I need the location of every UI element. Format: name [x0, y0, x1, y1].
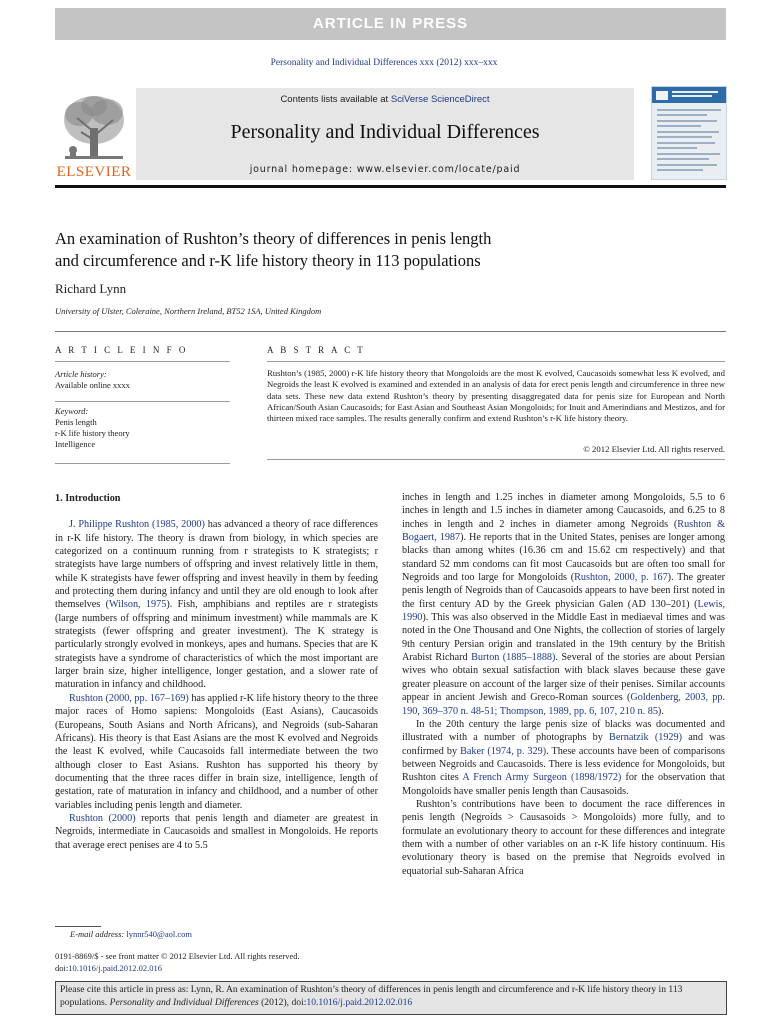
- body-column-right: [402, 491, 725, 878]
- reference-link[interactable]: A French Army Surgeon (1898/1972): [462, 772, 622, 784]
- journal-header: [136, 88, 634, 180]
- paper-title: [55, 228, 675, 272]
- body-paragraph: [55, 518, 378, 691]
- body-text: ).: [657, 705, 664, 717]
- divider: [267, 459, 725, 460]
- contents-line: Contents lists available at SciVerse ScienceDirect: [280, 94, 490, 105]
- section-heading: 1. Introduction: [55, 493, 121, 504]
- body-text: Rushton’s contributions have been to document the race differences in penis length (Negroids > Causasoids > Mongoloids) more fully, and to formulate an evolutionary theory to account for these differences and integrate them with a number of other variables on an r-K life history continuum. His evolutionary theory is based on the premise that Negroids evolved in equatorial sub-Saharan Africa: [402, 798, 725, 877]
- body-text: ). He reports that in the United States, penises are longer among blacks than among whites (16.36 cm and 15.62 cm respectively) and that standard 52 mm condoms can fit most Caucasoids but are often too small for Negroids and too large for Mongoloids (: [402, 532, 726, 584]
- article-history: [55, 369, 230, 390]
- body-text: has advanced a theory of race differences in r-K life history. The theory is drawn from biology, in which species are categorized on a continuum running from r strategists to K strategists; r strategists have large numbers of offspring and invest relatively little in them, while K strategists have fewer offspring and invest heavily in them by feeding and protecting them during infancy and until they are old enough to look after themselves (: [55, 519, 378, 611]
- keyword-item: r-K life history theory: [55, 428, 130, 438]
- reference-link[interactable]: Lewis, 1990: [402, 598, 725, 624]
- journal-citation-link[interactable]: Personality and Individual Differences xxx (2012) xxx–xxx: [270, 58, 498, 68]
- body-text: for the observation that Mongoloids have smaller penis length than Causasoids.: [402, 772, 725, 797]
- body-text: reports that penis length and diameter are greatest in Negroids, intermediate in Caucasoids and smallest in Mongoloids. He reports that average erect penises are 4 to 5.5: [55, 812, 378, 851]
- elsevier-wordmark: ELSEVIER: [56, 164, 132, 180]
- divider: [55, 401, 230, 402]
- history-value: Available online xxxx: [55, 379, 130, 390]
- reference-link[interactable]: Rushton & Bogaert, 1987: [402, 518, 725, 544]
- body-text: . These accounts have been of comparisons between Negroids and Caucasoids. There is less evidence for Mongoloids, but Rushton cites: [402, 745, 725, 784]
- divider: [55, 331, 726, 332]
- body-paragraph: [402, 718, 725, 798]
- abstract-heading: A B S T R A C T: [267, 345, 366, 355]
- divider: [55, 361, 230, 362]
- issn-doi: 0191-8869/$ - see front matter © 2012 Elsevier Ltd. All rights reserved. doi:10.1016/j.paid.2012.02.016: [55, 951, 300, 973]
- article-in-press-banner: ARTICLE IN PRESS: [55, 8, 726, 40]
- reference-link[interactable]: Burton (1885–1888): [471, 652, 556, 664]
- footnote-rule: [55, 926, 101, 927]
- body-text: In the 20th century the large penis size of blacks was documented and illustrated with a number of photographs by: [402, 718, 725, 744]
- reference-link[interactable]: Rushton (2000, pp. 167–169): [69, 692, 189, 704]
- body-text: ). Fish, amphibians and reptiles are r strategists (large numbers of offspring and minimum investment) while mammals are K strategists (fewer offspring and greater investment). The K strategy is particularly strongly evolved in monkeys, apes and humans. Species that are K strategists have a syndrome of characteristics of which the most important are larger brain size, higher intelligence, longer gestation, and a slower rate of maturation in infancy and childhood.: [55, 599, 378, 691]
- doi-link[interactable]: 10.1016/j.paid.2012.02.016: [68, 962, 162, 973]
- issn-text: 0191-8869/$ - see front matter © 2012 Elsevier Ltd. All rights reserved.: [55, 951, 300, 961]
- body-text: has applied r-K life history theory to the three major races of Homo sapiens: Mongoloids (East Asians), Caucasoids (Europeans, South Asians and North Africans), and Negroids (sub-Saharan Africans). His theory is that East Asians are the most K evolved and Negroids the least K evolved, while Caucasoids fall intermediate between the two although closer to East Asians. Rushton has supported his theory by documenting that the three races differ in brain size, intelligence, length of gestation, rate of maturation in infancy and childhood, and a number of other variables including penis length and diameter.: [55, 692, 378, 811]
- author-affiliation: University of Ulster, Coleraine, Northern Ireland, BT52 1SA, United Kingdom: [55, 306, 322, 316]
- reference-link[interactable]: Wilson, 1975: [109, 599, 167, 611]
- footnote-email: E-mail address: lynnr540@aol.com: [70, 929, 193, 939]
- reference-link[interactable]: Baker (1974, p. 329): [460, 745, 547, 757]
- reference-link[interactable]: J. Philippe Rushton (1985, 2000): [69, 519, 205, 531]
- cite-journal: Personality and Individual Differences: [109, 997, 259, 1008]
- keyword-item: Intelligence: [55, 439, 96, 449]
- body-text: and was confirmed by: [402, 732, 725, 757]
- body-paragraph: [402, 491, 725, 718]
- body-text: . Several of the stories are about Persian wives who obtain sexual satisfaction with black slaves because these gave greater pleasure on account of the larger size of their penises. Similar accounts appear in ancient Jewish and Greco-Roman sources (: [402, 652, 725, 704]
- body-column-left: [55, 492, 378, 852]
- keyword-item: Penis length: [55, 417, 97, 427]
- body-paragraph: [55, 692, 378, 812]
- body-text: ). This was also observed in the Middle East in mediaeval times and was noted in the One Thousand and One Nights, the collection of stories of largely 9th century Persian origin and translated in the 19th century by the British Arabist Richard: [402, 612, 725, 664]
- divider: [267, 361, 725, 362]
- history-label: Article history:: [55, 369, 107, 379]
- keyword-label: Keyword:: [55, 406, 89, 416]
- body-text: inches in length and 1.25 inches in diameter among Mongoloids, 5.5 to 6 inches in length and 1.5 inches in diameter among Caucasoids, and 6.25 to 8 inches in length and 2 inches in diameter among Negroids (: [402, 492, 725, 530]
- title-line: An examination of Rushton’s theory of differences in penis length: [55, 229, 492, 248]
- journal-name: Personality and Individual Differences: [230, 121, 540, 143]
- email-link[interactable]: lynnr540@aol.com: [126, 929, 193, 939]
- citation-box: Please cite this article in press as: Lynn, R. An examination of Rushton’s theory of differences in penis length and circumference and r-K life history theory in 113 populations. Personality and Individual Differences (2012), doi:10.1016/j.paid.2012.02.016: [55, 981, 727, 1015]
- reference-link[interactable]: Bernatzik (1929): [609, 732, 683, 744]
- keywords: [55, 406, 230, 450]
- journal-homepage: journal homepage: www.elsevier.com/locate/paid: [249, 164, 521, 175]
- body-text: ). The greater penis length of Negroids than of Caucasoids appears to have been first noted in the first century AD by the Greek physician Galen (AD 130–201) (: [402, 572, 725, 610]
- body-paragraph: [402, 798, 725, 878]
- reference-link[interactable]: Goldenberg, 2003, pp. 190, 369–370 n. 48-51; Thompson, 1989, pp. 6, 107, 210 n. 85: [402, 692, 725, 717]
- article-info-heading: A R T I C L E I N F O: [55, 345, 188, 355]
- abstract-copyright: © 2012 Elsevier Ltd. All rights reserved.: [583, 444, 725, 454]
- reference-link[interactable]: Rushton, 2000, p. 167: [574, 572, 668, 584]
- cite-doi-link[interactable]: 10.1016/j.paid.2012.02.016: [306, 997, 413, 1008]
- sciencedirect-link[interactable]: SciVerse ScienceDirect: [390, 94, 490, 105]
- header-rule: [55, 185, 726, 188]
- author-name: Richard Lynn: [55, 281, 127, 296]
- body-paragraph: [55, 812, 378, 852]
- abstract-text: Rushton’s (1985, 2000) r-K life history theory that Mongoloids are the most K evolved, Caucasoids somewhat less K evolved, and Negroids the least K evolved is examined and extended in an analysis of data for erect penis length and circumference in three new data sets. These new data extend Rushton’s theory by presenting disaggregated data for penis size for European and North African/South Asian Caucasoids; for East Asian and Southeast Asian Mongoloids; for Inuit and Amerindians and Mestizos, and for thirteen mixed race samples. The results generally confirm and extend Rushton’s r-K life history theory.: [267, 368, 725, 424]
- reference-link[interactable]: Rushton (2000): [69, 812, 136, 824]
- title-line: and circumference and r-K life history theory in 113 populations: [55, 251, 481, 270]
- homepage-url[interactable]: www.elsevier.com/locate/paid: [356, 164, 521, 175]
- journal-cover-thumbnail: [651, 86, 727, 180]
- divider: [55, 463, 230, 464]
